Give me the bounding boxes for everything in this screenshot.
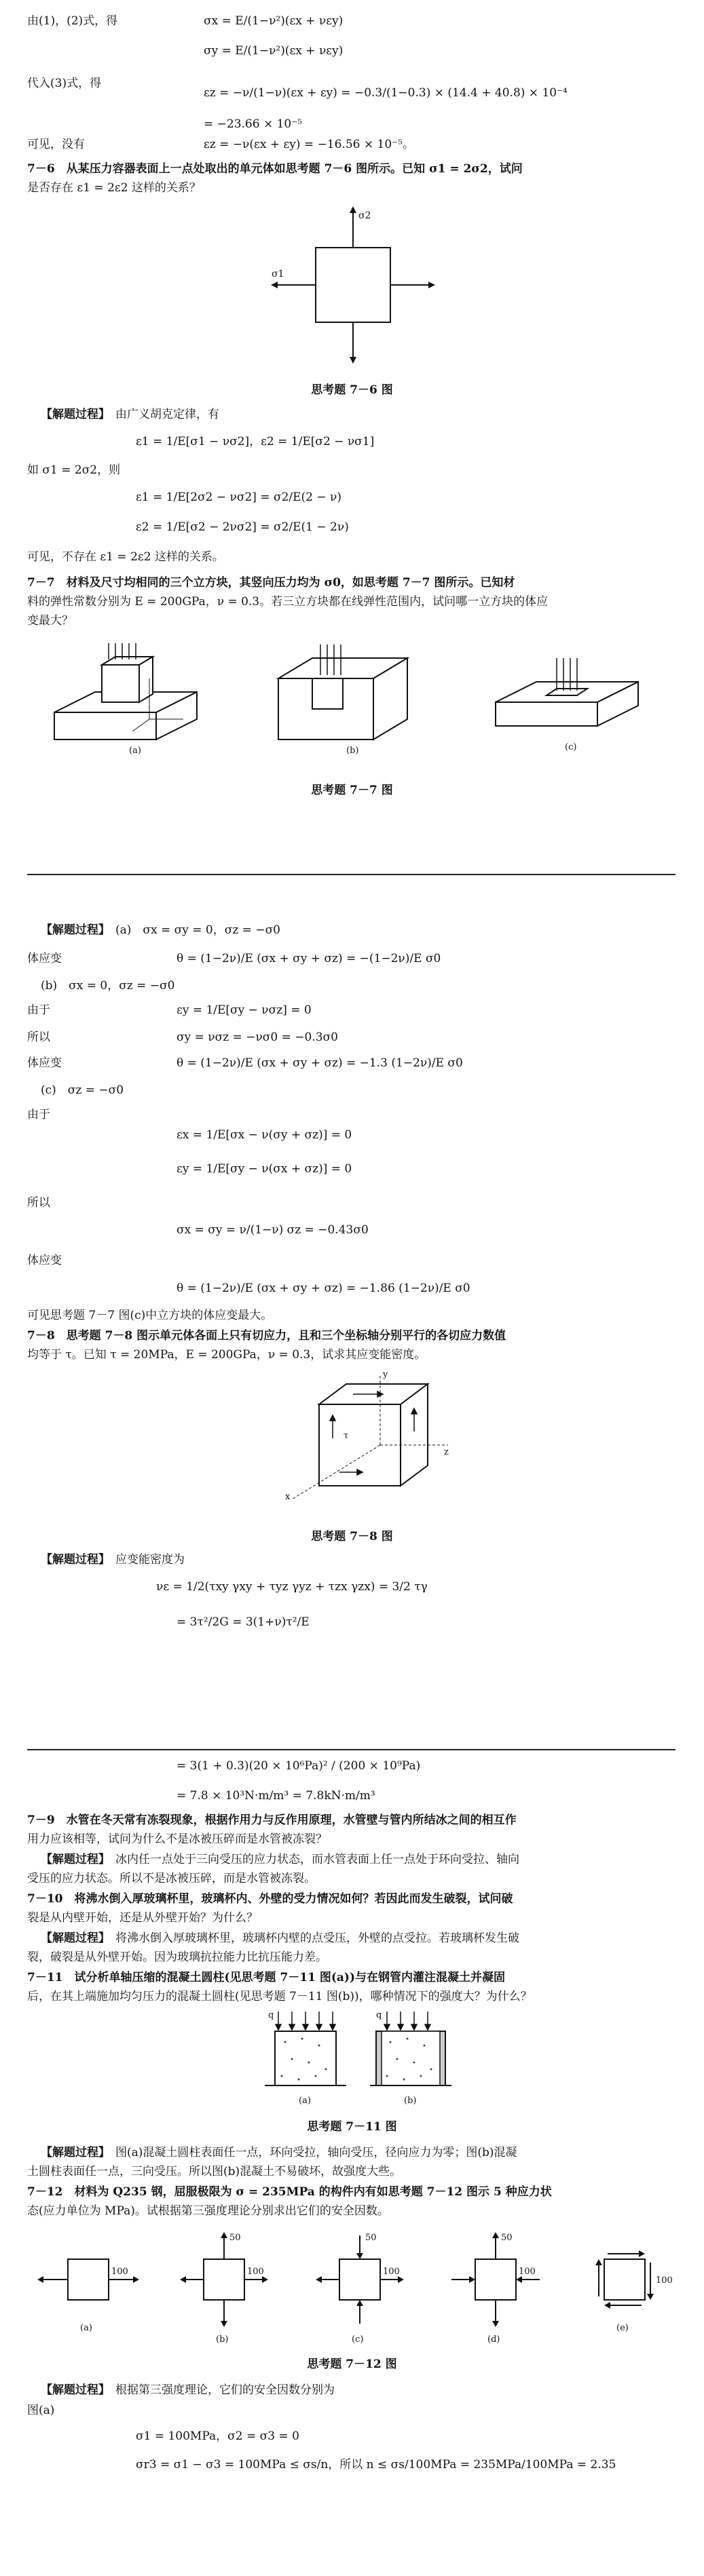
question-7-10: 裂是从内壁开始，还是从外壁开始？为什么？ (27, 1911, 258, 1925)
text-line: 如 σ1 = 2σ2，则 (27, 463, 121, 477)
stress-state-e (595, 2250, 673, 2333)
equation: νε = 1/2(τxy γxy + τyz γyz + τzx γzx) = 3/2 τγ (156, 1580, 428, 1594)
axis-label-z: z (444, 1447, 449, 1457)
solution-heading: 【解题过程】 (41, 1931, 110, 1945)
text-line: 由(1)，(2)式，得 (27, 14, 118, 28)
fig-label-e: (e) (616, 2323, 629, 2333)
figure-7-7c (482, 638, 659, 767)
text-line: 应变能密度为 (115, 1553, 185, 1566)
question-7-7: 7－7 材料及尺寸均相同的三个立方块，其竖向压力均为 σ0，如思考题 7－7 图所示。已知材 (27, 576, 515, 590)
equation: ε1 = 1/E[σ1 − νσ2]，ε2 = 1/E[σ2 − νσ1] (136, 435, 375, 448)
text-line: 由于 (27, 1108, 50, 1121)
text-line: 体应变 (27, 952, 62, 965)
fig-label-b: (b) (346, 746, 359, 756)
solution-heading: 【解题过程】 (41, 1853, 110, 1866)
fig-label-b: (b) (216, 2334, 229, 2345)
text-line: 由于 (27, 1003, 50, 1017)
equation: θ = (1−2ν)/E (σx + σy + σz) = −(1−2ν)/E σ0 (177, 952, 441, 965)
element-square (316, 248, 390, 322)
question-7-11: 后，在其上端施加均匀压力的混凝土圆柱(见思考题 7－11 图(b))，哪种情况下的强度大？为什么？ (27, 1990, 532, 2003)
text-line: 可见思考题 7－7 图(c)中立方块的体应变最大。 (27, 1309, 273, 1322)
equation: εy = 1/E[σy − ν(σx + σz)] = 0 (177, 1162, 352, 1176)
equation: σ1 = 100MPa，σ2 = σ3 = 0 (136, 2429, 299, 2443)
equation: ε1 = 1/E[2σ2 − νσ2] = σ2/E(2 − ν) (136, 491, 342, 504)
value-label: 50 (365, 2233, 377, 2243)
figure-caption: 思考题 7－6 图 (311, 383, 393, 397)
figure-7-6 (251, 204, 455, 373)
value-label: 50 (229, 2233, 241, 2243)
page-3 (0, 1750, 704, 2576)
text-line: 体应变 (27, 1056, 62, 1070)
question-7-8: 均等于 τ。已知 τ = 20MPa，E = 200GPa，ν = 0.3，试求其应变能密度。 (27, 1348, 426, 1362)
equation: εz = −ν/(1−ν)(εx + εy) = −0.3/(1−0.3) × (14.4 + 40.8) × 10⁻⁴ (204, 86, 568, 100)
page-2 (0, 875, 704, 1696)
stress-state-a (37, 2259, 139, 2333)
text-line: 土圆柱表面任一点，三向受压。所以图(b)混凝土不易破坏，故强度大些。 (27, 2165, 402, 2178)
question-7-9: 7－9 水管在冬天常有冻裂现象，根据作用力与反作用原理，水管壁与管内所结冰之间的相互作 (27, 1813, 517, 1827)
solution-heading: 【解题过程】 (41, 923, 110, 937)
question-7-7: 变最大？ (27, 614, 73, 628)
question-7-9: 用力应该相等，试问为什么不是冰被压碎而是水管被冻裂？ (27, 1832, 327, 1846)
figure-caption: 思考题 7－7 图 (311, 784, 393, 797)
figure-caption: 思考题 7－8 图 (311, 1530, 393, 1543)
text-line: 图(a) (27, 2404, 55, 2417)
equation: θ = (1−2ν)/E (σx + σy + σz) = −1.86 (1−2ν)/E σ0 (177, 1282, 470, 1295)
equation: εz = −ν(εx + εy) = −16.56 × 10⁻⁵。 (204, 138, 414, 151)
equation: = −23.66 × 10⁻⁵ (204, 117, 303, 131)
label-q: q (268, 2010, 274, 2020)
question-7-6: 7－6 从某压力容器表面上一点处取出的单元体如思考题 7－6 图所示。已知 σ1 = 2σ2，试问 (27, 162, 523, 176)
value-label: 50 (501, 2233, 513, 2243)
label-sigma2: σ2 (358, 210, 371, 221)
equation: σr3 = σ1 − σ3 = 100MPa ≤ σs/n，所以 n ≤ σs/100MPa = 235MPa/100MPa = 2.35 (136, 2458, 616, 2472)
figure-7-8 (278, 1370, 455, 1506)
fig-label-b: (b) (404, 2096, 417, 2106)
fig-label-a: (a) (129, 746, 141, 756)
stress-state-b (180, 2232, 268, 2345)
label-q: q (376, 2010, 382, 2020)
text-line: 受压的应力状态。所以不是冰被压碎，而是水管被冻裂。 (27, 1872, 316, 1885)
equation: θ = (1−2ν)/E (σx + σy + σz) = −1.3 (1−2ν)/E σ0 (177, 1056, 463, 1070)
equation: εx = 1/E[σx − ν(σy + σz)] = 0 (177, 1128, 352, 1142)
fig-label-d: (d) (487, 2334, 500, 2345)
fig-label-c: (c) (352, 2334, 364, 2345)
figure-caption: 思考题 7－12 图 (307, 2358, 397, 2371)
text-line: 图(a)混凝土圆柱表面任一点，环向受拉，轴向受压，径向应力为零；图(b)混凝 (115, 2146, 517, 2159)
equation: εy = 1/E[σy − νσz] = 0 (177, 1003, 312, 1017)
question-7-6: 是否存在 ε1 = 2ε2 这样的关系？ (27, 181, 201, 195)
equation: σx = σy = ν/(1−ν) σz = −0.43σ0 (177, 1223, 369, 1237)
text-line: 将沸水倒入厚玻璃杯里，玻璃杯内壁的点受压，外壁的点受拉。若玻璃杯发生破 (115, 1931, 519, 1945)
fig-label-a: (a) (80, 2323, 92, 2333)
text-line: 可见，不存在 ε1 = 2ε2 这样的关系。 (27, 550, 224, 564)
text-line: 由广义胡克定律，有 (115, 408, 219, 421)
axis-label-y: y (383, 1370, 388, 1380)
figure-7-12 (27, 2225, 679, 2347)
equation: = 7.8 × 10³N·m/m³ = 7.8kN·m/m³ (177, 1789, 375, 1803)
text-line: (a) σx = σy = 0，σz = −σ0 (115, 923, 280, 937)
text-line: (c) σz = −σ0 (41, 1083, 124, 1097)
figure-7-11b (367, 2008, 455, 2110)
equation: σx = E/(1−ν²)(εx + νεy) (204, 14, 344, 28)
fig-label-c: (c) (565, 742, 577, 752)
value-label: 100 (656, 2275, 673, 2286)
axis-label-x: x (285, 1492, 291, 1502)
question-7-12: 7－12 材料为 Q235 钢，屈服极限为 σ = 235MPa 的构件内有如思考题 7－12 图示 5 种应力状 (27, 2185, 552, 2199)
text-line: 体应变 (27, 1254, 62, 1267)
stress-state-d (451, 2232, 540, 2345)
label-tau: τ (344, 1431, 349, 1441)
figure-7-7b (265, 638, 441, 767)
equation: σy = νσz = −νσ0 = −0.3σ0 (177, 1031, 338, 1044)
equation: σy = E/(1−ν²)(εx + νεy) (204, 44, 344, 58)
question-7-12: 态(应力单位为 MPa)。试根据第三强度理论分别求出它们的安全因数。 (27, 2204, 389, 2218)
text-line: 冰内任一点处于三向受压的应力状态，而水管表面上任一点处于环向受拉、轴向 (115, 1853, 519, 1866)
question-7-8: 7－8 思考题 7－8 图示单元体各面上只有切应力，且和三个坐标轴分别平行的各切应力数值 (27, 1329, 506, 1343)
solution-heading: 【解题过程】 (41, 1553, 110, 1566)
fig-label-a: (a) (299, 2096, 311, 2106)
value-label: 100 (519, 2267, 536, 2277)
label-sigma1: σ1 (272, 269, 284, 280)
text-line: (b) σx = 0，σz = −σ0 (41, 979, 175, 993)
text-line: 代入(3)式，得 (27, 77, 102, 90)
figure-7-11a (261, 2008, 350, 2110)
value-label: 100 (383, 2267, 400, 2277)
equation: ε2 = 1/E[σ2 − 2νσ2] = σ2/E(1 − 2ν) (136, 520, 349, 534)
text-line: 所以 (27, 1031, 50, 1044)
figure-caption: 思考题 7－11 图 (307, 2120, 397, 2134)
value-label: 100 (247, 2267, 264, 2277)
stress-state-c (316, 2233, 404, 2345)
equation: = 3(1 + 0.3)(20 × 10⁶Pa)² / (200 × 10⁹Pa) (177, 1759, 421, 1773)
solution-heading: 【解题过程】 (41, 2146, 110, 2159)
text-line: 裂，破裂是从外壁开始。因为玻璃抗拉能力比抗压能力差。 (27, 1950, 327, 1964)
question-7-11: 7－11 试分析单轴压缩的混凝土圆柱(见思考题 7－11 图(a))与在钢管内灌注混凝土并凝固 (27, 1971, 505, 1984)
figure-7-7a (48, 638, 224, 767)
text-line: 可见，没有 (27, 138, 85, 151)
question-7-10: 7－10 将沸水倒入厚玻璃杯里，玻璃杯内、外壁的受力情况如何？若因此而发生破裂，试问破 (27, 1892, 513, 1906)
equation: = 3τ²/2G = 3(1+ν)τ²/E (177, 1615, 310, 1629)
solution-heading: 【解题过程】 (41, 408, 110, 421)
value-label: 100 (111, 2267, 128, 2277)
page-1 (0, 0, 704, 875)
question-7-7: 料的弹性常数分别为 E = 200GPa，ν = 0.3。若三立方块都在线弹性范围内，试问哪一立方块的体应 (27, 595, 549, 609)
solution-heading: 【解题过程】 (41, 2383, 110, 2397)
text-line: 根据第三强度理论，它们的安全因数分别为 (115, 2383, 335, 2397)
text-line: 所以 (27, 1196, 50, 1210)
